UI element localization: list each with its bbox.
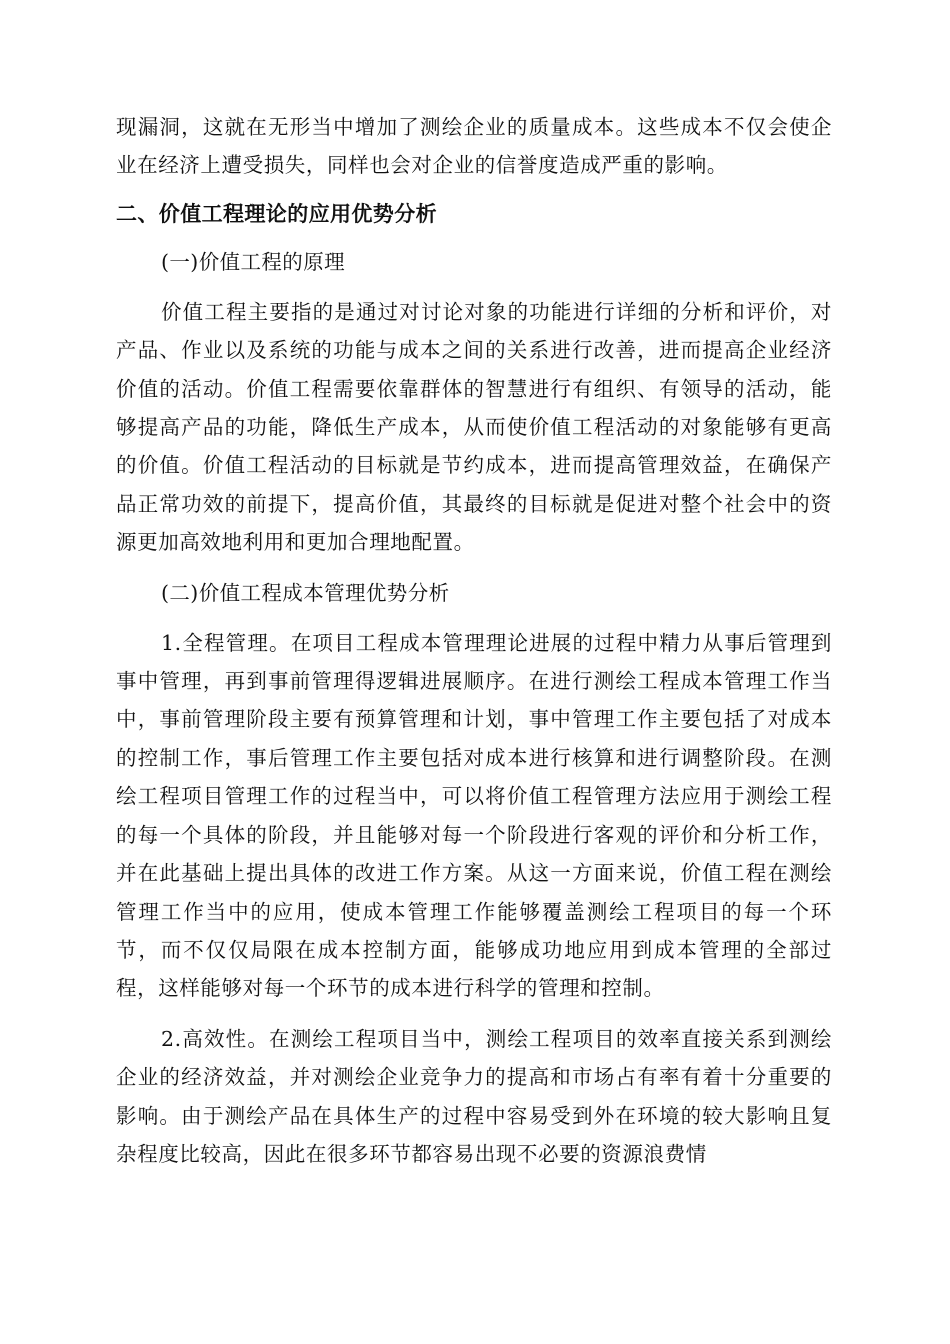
spacer bbox=[116, 281, 832, 293]
spacer bbox=[116, 562, 832, 574]
spacer bbox=[116, 612, 832, 624]
paragraph-continued: 现漏洞，这就在无形当中增加了测绘企业的质量成本。这些成本不仅会使企业在经济上遭受损失，同样也会对企业的信誉度造成严重的影响。 bbox=[116, 115, 832, 178]
subsection-heading-1: (一)价值工程的原理 bbox=[161, 249, 345, 274]
spacer bbox=[116, 233, 832, 243]
paragraph-item-1: 1.全程管理。在项目工程成本管理理论进展的过程中精力从事后管理到事中管理，再到事前管理得逻辑进展顺序。在进行测绘工程成本管理工作当中，事前管理阶段主要有预算管理和计划，事中管理工作主要包括了对成本的控制工作，事后管理工作主要包括对成本进行核算和进行调整阶段。在测绘工程项目管理工作的过程当中，可以将价值工程管理方法应用于测绘工程的每一个具体的阶段，并且能够对每一个阶段进行客观的评价和分析工作，并在此基础上提出具体的改进工作方案。从这一方面来说，价值工程在测绘管理工作当中的应用，使成本管理工作能够覆盖测绘工程项目的每一个环节，而不仅仅局限在成本控制方面，能够成功地应用到成本管理的全部过程，这样能够对每一个环节的成本进行科学的管理和控制。 bbox=[116, 630, 832, 1001]
spacer bbox=[116, 185, 832, 195]
subsection-heading-2: (二)价值工程成本管理优势分析 bbox=[161, 580, 450, 605]
paragraph-principle: 价值工程主要指的是通过对讨论对象的功能进行详细的分析和评价，对产品、作业以及系统的功能与成本之间的关系进行改善，进而提高企业经济价值的活动。价值工程需要依靠群体的智慧进行有组织、有领导的活动，能够提高产品的功能，降低生产成本，从而使价值工程活动的对象能够有更高的价值。价值工程活动的目标就是节约成本，进而提高管理效益，在确保产品正常功效的前提下，提高价值，其最终的目标就是促进对整个社会中的资源更加高效地利用和更加合理地配置。 bbox=[116, 299, 832, 555]
paragraph-item-2: 2.高效性。在测绘工程项目当中，测绘工程项目的效率直接关系到测绘企业的经济效益，并对测绘企业竞争力的提高和市场占有率有着十分重要的影响。由于测绘产品在具体生产的过程中容易受到外在环境的较大影响且复杂程度比较高，因此在很多环节都容易出现不必要的资源浪费情 bbox=[116, 1026, 832, 1166]
document-page bbox=[116, 108, 832, 1173]
section-heading: 二、价值工程理论的应用优势分析 bbox=[116, 201, 437, 226]
spacer bbox=[116, 1008, 832, 1020]
